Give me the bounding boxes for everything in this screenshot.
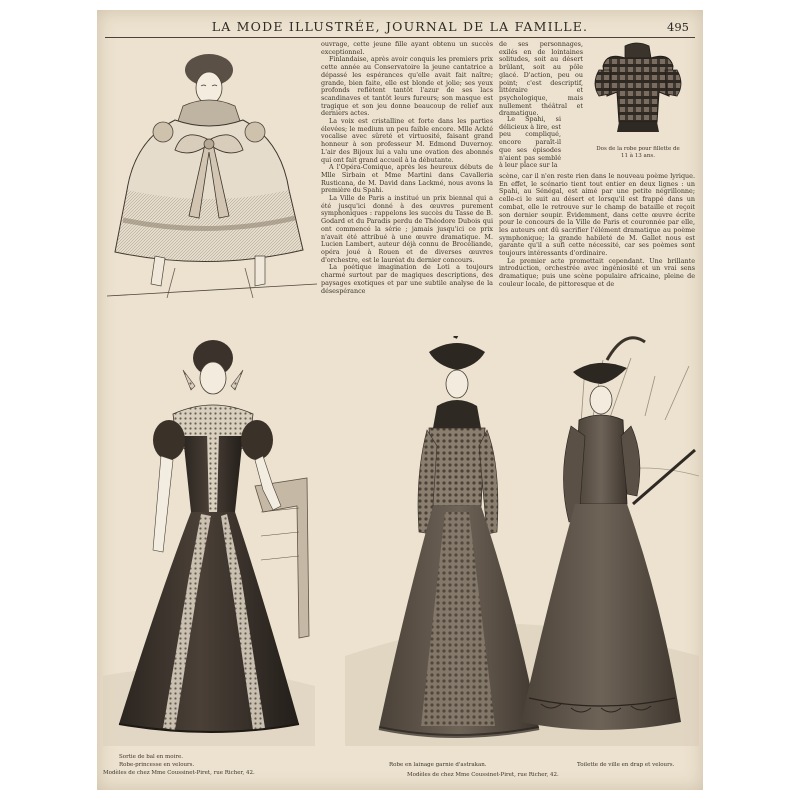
article-paragraph: scène, car il n'en reste rien dans le nouveau poème lyrique. En effet, le scénario tient tout entier en deux lignes : un Spahi, au Sénégal, est aimé par une petite négrillonne; celle-ci le suit au désert et lorsqu'il est frappé dans un combat, elle le retrouve sur le champ de bataille et reçoit son dernier soupir. Évidemment, dans cette œuvre écrite pour le concours de la Ville de Paris et couronnée par elle, les auteurs ont dû sacrifier l'élément dramatique au poème symphonique; la grande habileté de M. Gallet nous est garante qu'il a sufi cette nécessité, car ses poèmes sont toujours intéressants d'ordinaire. <box>499 172 695 258</box>
header-rule <box>105 37 695 38</box>
ball-gown-illustration <box>103 336 315 746</box>
article-paragraph: Le premier acte promettait cependant. Une brillante introduction, orchestrée avec ingéniosité et un vrai sens dramatique; puis une scène populaire africaine, pleine de couleur locale, de pittoresque et de <box>499 256 695 288</box>
cape-illustration <box>105 40 317 298</box>
article-column-2-mid <box>499 116 561 172</box>
page-number: 495 <box>667 20 689 34</box>
walking-dresses-illustration <box>345 336 699 746</box>
article-column-2-bottom <box>499 172 695 288</box>
running-head: LA MODE ILLUSTRÉE, JOURNAL DE LA FAMILLE. <box>211 19 589 34</box>
credit-caption: Modèles de chez Mme Coussinet-Piret, rue Richer, 42. <box>407 772 559 778</box>
article-paragraph: La Ville de Paris a institué un prix biennal qui a été jusqu'ici donné à des œuvres purement symphoniques : rappelons les succès du Tasse de B. Godard et du Paradis perdu de Théodore Dubois qui ont commencé la série ; jamais jusqu'ici ce prix n'avait été attribué à une œuvre dramatique. M. Lucien Lambert, auteur déjà connu de Brocéliande, opéra joué à Rouen et de diverses œuvres d'orchestre, est le lauréat du dernier concours. <box>321 194 493 264</box>
bodice-illustration <box>585 40 691 144</box>
ball-gown-caption-line: Robe-princesse en velours. <box>119 762 195 768</box>
article-paragraph: ouvrage, cette jeune fille ayant obtenu un succès exceptionnel. <box>321 40 493 56</box>
article-column-2-top <box>499 40 583 118</box>
article-paragraph: Le Spahi, si délicieux à lire, est peu compliqué, encore paraît-il que ses épisodes n'aient pas semblé à leur place sur la <box>499 115 561 170</box>
article-paragraph: La voix est cristalline et forte dans les parties élevées; le medium un peu faible encore. Mlle Ackté vocalise avec sûreté et virtuosité, faisant grand honneur à son professeur M. Edmond Duvernoy. L'air des Bijoux lui a valu une ovation des abonnés qui ont fait grand accueil à la débutante. <box>321 117 493 164</box>
magazine-page <box>97 10 703 790</box>
astrakhan-gown-caption: Robe en lainage garnie d'astrakan. <box>389 762 487 768</box>
walking-dress-caption: Toilette de ville en drap et velours. <box>577 762 675 768</box>
article-paragraph: Finlandaise, après avoir conquis les premiers prix cette année au Conservatoire la jeune cantatrice a dépassé les espérances qu'elle avait fait naître; grande, bien faite, elle est blonde et jolie; ses yeux profonds reflètent tantôt l'azur de ses lacs scandinaves et tantôt leurs fureurs; son masque est tragique et son jeu donne beaucoup de relief aux derniers actes. <box>321 55 493 118</box>
article-paragraph: A l'Opéra-Comique, après les heureux débuts de Mlle Sirbain et Mme Martini dans Cavalleria Rusticana, de M. David dans Lackmé, nous avons la première du Spahi. <box>321 163 493 195</box>
bodice-caption: Dos de la robe pour fillette de 11 à 13 ans. <box>596 146 680 159</box>
ball-gown-caption-line: Modèles de chez Mme Coussinet-Piret, rue Richer, 42. <box>103 770 255 776</box>
article-paragraph: de ses personnages, exilés en de lointaines solitudes, soit au désert brûlant, soit au pôle glacé. D'action, peu ou point; c'est descriptif, littéraire et psychologique, mais nullement théâtral et dramatique. <box>499 40 583 118</box>
article-column-1 <box>321 40 493 295</box>
article-paragraph: La poétique imagination de Loti a toujours charmé surtout par de magiques descriptions, des paysages exotiques et par une subtile analyse de la désespérance <box>321 263 493 295</box>
ball-gown-caption-line: Sortie de bal en moire. <box>119 754 183 760</box>
